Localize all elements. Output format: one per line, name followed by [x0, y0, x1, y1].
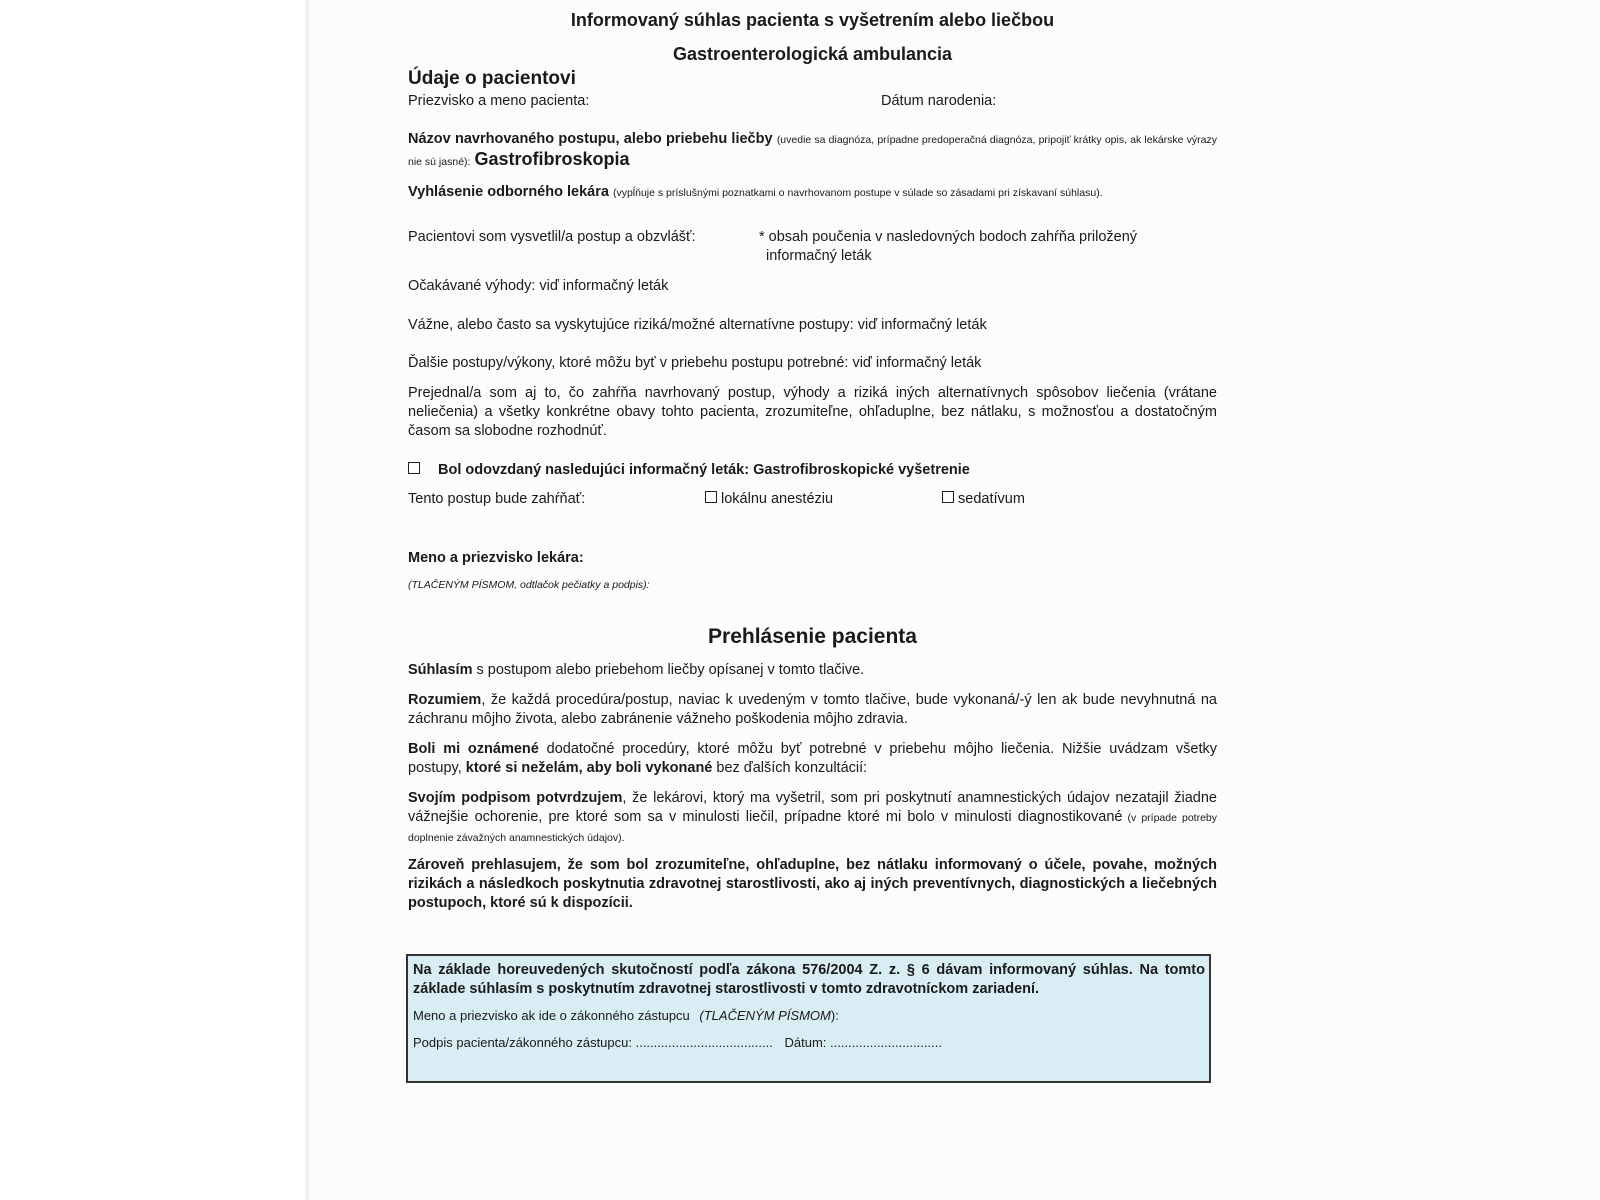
sedative-checkbox[interactable]	[942, 491, 954, 503]
procedure-section	[408, 130, 1217, 172]
explained-row	[408, 228, 1217, 264]
dob-label: Dátum narodenia:	[881, 93, 997, 109]
patient-heading: Údaje o pacientovi	[408, 68, 576, 89]
declaration-note: (vypĺňuje s príslušnými poznatkami o navrhovanom postupe v súlade so zásadami pri získavaní súhlasu).	[612, 187, 1103, 199]
procedure-value: Gastrofibroskopia	[474, 149, 630, 169]
discussed-text: Prejednal/a som aj to, čo zahŕňa navrhovaný postup, výhody a riziká iných alternatívnych spôsobov liečenia (vrátane neliečenia) a všetky konkrétne obavy tohto pacienta, zrozumiteľne, ohľaduplne, bez nátlaku, s možnosťou a dostatočným časom sa slobodne rozhodnúť.	[408, 385, 1217, 439]
p1-rest: s postupom alebo priebehom liečby opísanej v tomto tlačive.	[472, 662, 865, 678]
procedure-label: Názov navrhovaného postupu, alebo priebehu liečby	[408, 131, 773, 147]
page-title: Informovaný súhlas pacienta s vyšetrením alebo liečbou	[570, 10, 1055, 30]
further-text: Ďalšie postupy/výkony, ktoré môžu byť v priebehu postupu potrebné: viď informačný leták	[408, 355, 982, 371]
rep-label: Meno a priezvisko ak ide o zákonného zástupcu	[413, 1008, 690, 1023]
statement-p5: Zároveň prehlasujem, že som bol zrozumiteľne, ohľaduplne, bez nátlaku informovaný o účele, povahe, možných rizikách a následkoch poskytnutia zdravotnej starostlivosti, ako aj iných preventívnych, diagnostických a liečebných postupoch, ktoré sú k dispozícii.	[408, 857, 1217, 911]
declaration-section	[408, 183, 1217, 203]
p3-mid: dodatočné procedúry, ktoré môžu byť potrebné v priebehu môjho liečenia. Nižšie uvádzam všetky postupy,	[408, 741, 1217, 776]
statement-p4	[408, 789, 1217, 848]
doctor-label: Meno a priezvisko lekára:	[408, 550, 584, 566]
date-label: Dátum: ...............................	[784, 1035, 942, 1050]
doctor-note: (TLAČENÝM PÍSMOM, odtlačok pečiatky a podpis):	[408, 579, 650, 591]
sign-row	[413, 1033, 1205, 1052]
includes-label: Tento postup bude zahŕňať:	[408, 491, 586, 507]
option-local-anesthesia[interactable]	[705, 490, 833, 509]
rep-end: ):	[830, 1008, 839, 1023]
local-anesthesia-label: lokálnu anestéziu	[721, 491, 834, 507]
p1-bold: Súhlasím	[408, 662, 473, 678]
sedative-label: sedatívum	[958, 491, 1025, 507]
consent-text: Na základe horeuvedených skutočností podľa zákona 576/2004 Z. z. § 6 dávam informovaný súhlas. Na tomto základe súhlasím s poskytnutím zdravotnej starostlivosti v tomto zdravotníckom zariadení.	[413, 962, 1205, 997]
page-subtitle: Gastroenterologická ambulancia	[672, 44, 953, 64]
p3-bold: Boli mi oznámené	[408, 741, 539, 757]
p4-bold: Svojím podpisom potvrdzujem	[408, 790, 623, 806]
includes-row	[408, 490, 1217, 509]
p3-end: bez ďalších konzultácií:	[712, 760, 868, 776]
local-anesthesia-checkbox[interactable]	[705, 491, 717, 503]
risks-text: Vážne, alebo často sa vyskytujúce riziká/možné alternatívne postupy: viď informačný leták	[408, 317, 987, 333]
statement-p1	[408, 661, 1217, 680]
explained-left: Pacientovi som vysvetlil/a postup a obzvlášť:	[408, 229, 696, 245]
patient-fields-row	[408, 92, 1217, 111]
p2-rest: , že každá procedúra/postup, naviac k uvedeným v tomto tlačive, bude vykonaná/-ý len ak bude nevyhnutná na záchranu môjho života, alebo zabránenie vážneho poškodenia môjho zdravia.	[408, 692, 1217, 727]
explained-right-1: * obsah poučenia v nasledovných bodoch zahŕňa priložený	[759, 229, 1138, 245]
p4-small: (v prípade potreby doplnenie závažných anamnestických údajov).	[408, 812, 1218, 844]
rep-row	[413, 1006, 1205, 1025]
patient-name-label: Priezvisko a meno pacienta:	[408, 93, 590, 109]
left-margin-strip	[0, 0, 309, 1200]
patient-statement-heading: Prehlásenie pacienta	[708, 625, 917, 648]
leaflet-checkbox-label: Bol odovzdaný nasledujúci informačný leták: Gastrofibroskopické vyšetrenie	[438, 462, 970, 478]
statement-p3	[408, 740, 1217, 778]
p2-bold: Rozumiem	[408, 692, 482, 708]
option-sedative[interactable]	[942, 490, 1025, 509]
procedure-note: (uvedie sa diagnóza, prípadne predoperačná diagnóza, pripojiť krátky opis, ak lekárske výrazy nie sú jasné):	[408, 134, 1217, 168]
rep-note: (TLAČENÝM PÍSMOM	[699, 1008, 831, 1023]
sign-label: Podpis pacienta/zákonného zástupcu: ......................................	[413, 1035, 773, 1050]
leaflet-checkbox-row[interactable]	[408, 461, 1217, 480]
p4-rest: , že lekárovi, ktorý ma vyšetril, som pri poskytnutí anamnestických údajov nezatajil žiadne vážnejšie ochorenie, pre ktoré som sa v minulosti liečil, prípadne ktoré mi bolo v minulosti diagnostikované	[408, 790, 1217, 825]
explained-right-2: informačný leták	[766, 248, 872, 264]
statement-p2	[408, 691, 1217, 729]
p3-bold2: ktoré si neželám, aby boli vykonané	[465, 760, 713, 776]
declaration-label: Vyhlásenie odborného lekára	[408, 184, 609, 200]
leaflet-checkbox[interactable]	[408, 462, 420, 474]
consent-box	[406, 954, 1211, 1083]
benefits-text: Očakávané výhody: viď informačný leták	[408, 278, 669, 294]
